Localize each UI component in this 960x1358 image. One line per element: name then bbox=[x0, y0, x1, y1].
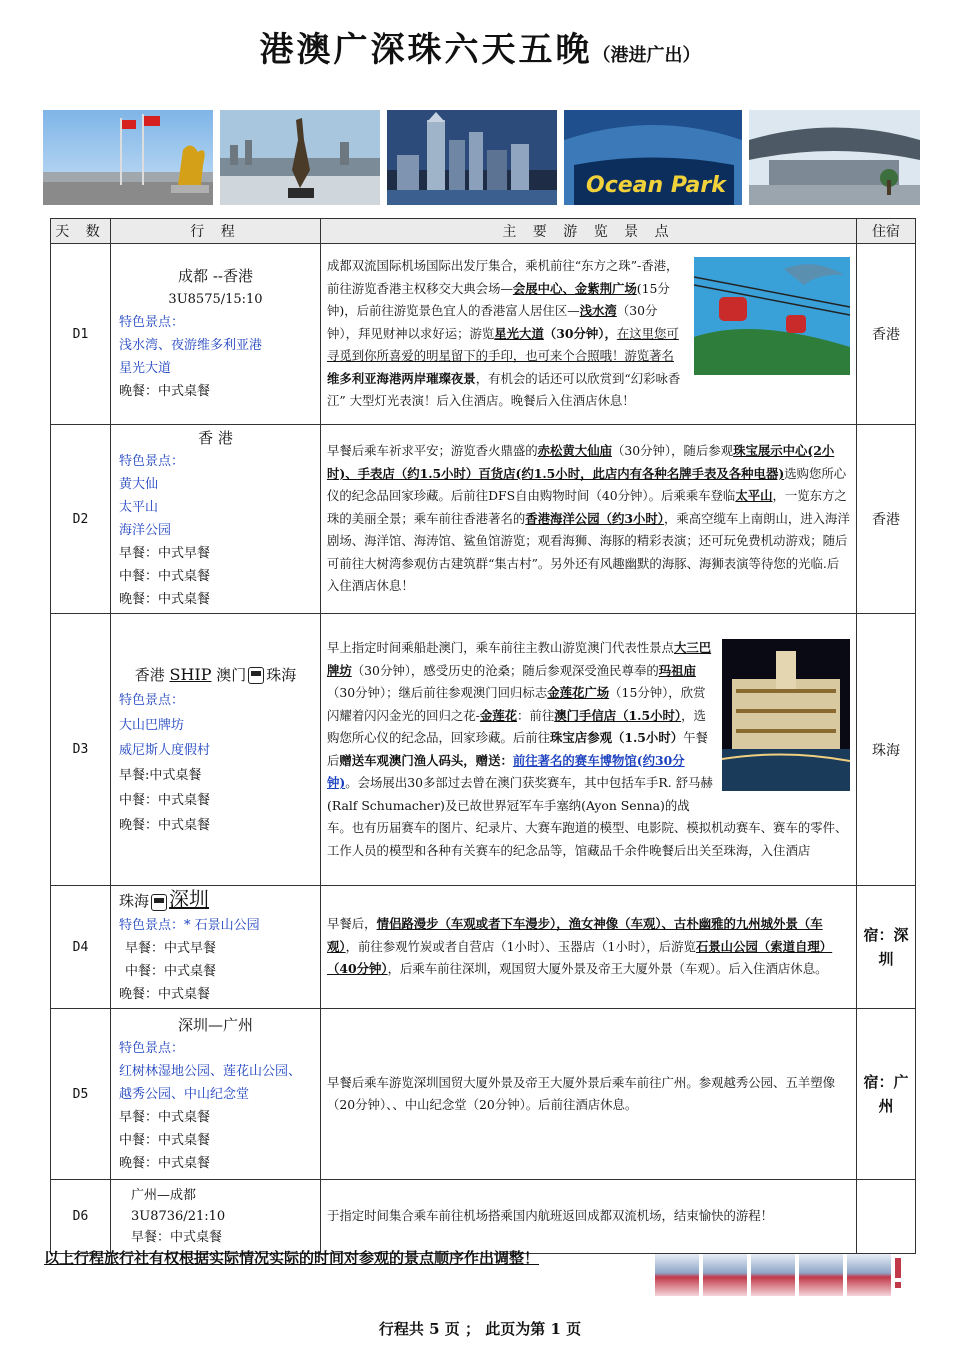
page-title-block bbox=[0, 22, 960, 71]
photo-strip bbox=[43, 110, 920, 205]
stay-cell: 宿：深圳 bbox=[857, 886, 916, 1009]
page-subtitle: （港进广出） bbox=[592, 45, 701, 66]
route: 广州—成都 bbox=[131, 1188, 197, 1203]
day-cell: D6 bbox=[51, 1180, 111, 1254]
stay-cell: 宿：广州 bbox=[857, 1009, 916, 1180]
meal: 晚餐：中式桌餐 bbox=[119, 1155, 211, 1171]
ship-label: SHIP bbox=[169, 664, 212, 684]
day-cell: D4 bbox=[51, 886, 111, 1009]
meal: 中餐：中式桌餐 bbox=[119, 569, 211, 584]
day-cell: D1 bbox=[51, 244, 111, 425]
route: 香 港 bbox=[198, 429, 233, 447]
table-row-d3 bbox=[51, 614, 916, 886]
feature-item: 大山巴牌坊 bbox=[119, 717, 185, 733]
stay-cell bbox=[857, 1180, 916, 1254]
meal: 早餐：中式早餐 bbox=[119, 546, 211, 561]
meal: 晚餐：中式桌餐 bbox=[119, 592, 211, 607]
table-row-d6 bbox=[51, 1180, 916, 1254]
meal: 早餐：中式桌餐 bbox=[119, 1109, 211, 1125]
adjustment-note: 以上行程旅行社有权根据实际情况实际的时间对参观的景点顺序作出调整！ bbox=[44, 1249, 540, 1267]
page-title: 港澳广深珠六天五晚 bbox=[259, 30, 593, 70]
flight: 3U8736/21:10 bbox=[131, 1209, 226, 1224]
stay-cell: 珠海 bbox=[857, 614, 916, 886]
header-day: 天 数 bbox=[51, 219, 111, 244]
sights-cell: 早餐后乘车祈求平安；游览香火鼎盛的赤松黄大仙庙（30分钟），随后参观珠宝展示中心(2小时)、手表店（约1.5小时）百货店(约1.5小时，此店内有各种名牌手表及各种电器)选购您所心仪的纪念品回家珍藏。后前往DFS自由购物时间（40分钟）。后乘乘车登临太平山，一览东方之珠的美丽全景；乘车前往香港著名的香港海洋公园（约3小时），乘高空缆车上南朗山，进入海洋剧场、海洋馆、海涛馆、鲨鱼馆游览；观看海狮、海豚的精彩表演；还可玩免费机动游戏；随后可前往大树湾参观仿古建筑群“集古村”。另外还有风趣幽默的海豚、海狮表演等待您的光临.后入住酒店休息！ bbox=[321, 425, 857, 614]
venetian-macao-photo bbox=[722, 639, 850, 799]
peak-tower-photo bbox=[749, 110, 920, 205]
ocean-park-logo: Ocean Park bbox=[586, 173, 726, 198]
trip-cell bbox=[111, 1180, 321, 1254]
feature-item: 浅水湾、夜游维多利亚港 bbox=[119, 338, 263, 353]
meal: 早餐：中式早餐 bbox=[125, 941, 217, 956]
table-row-d4 bbox=[51, 886, 916, 1009]
header-sights: 主 要 游 览 景 点 bbox=[321, 219, 857, 244]
feature-item: 太平山 bbox=[119, 500, 159, 515]
sights-cell: 成都双流国际机场国际出发厅集合，乘机前往“东方之珠”-香港，前往游览香港主权移交大典会场—会展中心、金紫荆广场(15分钟)，后前往游览景色宜人的香港富人居住区—浅水湾（30分钟），拜见财神以求好运；游览星光大道（30分钟），在这里您可寻觅到你所喜爱的明星留下的手印，也可来个合照哦！游览著名维多利亚海港两岸璀璨夜景，有机会的话还可以欣赏到“幻彩咏香江” 大型灯光表演！后入住酒店。晚餐后入住酒店休息！ bbox=[321, 244, 857, 425]
trip-cell bbox=[111, 614, 321, 886]
feature-label: 特色景点： bbox=[119, 315, 185, 330]
meal: 中餐：中式桌餐 bbox=[119, 792, 211, 808]
bus-icon bbox=[151, 894, 167, 911]
feature-item: 黄大仙 bbox=[119, 477, 159, 492]
table-row-d2 bbox=[51, 425, 916, 614]
meal: 中餐：中式桌餐 bbox=[125, 964, 217, 979]
trip-cell bbox=[111, 244, 321, 425]
feature-item: 星光大道 bbox=[119, 361, 172, 376]
day-cell: D5 bbox=[51, 1009, 111, 1180]
route: 深圳—广州 bbox=[177, 1015, 253, 1034]
day-cell: D3 bbox=[51, 614, 111, 886]
feature-label: 特色景点： bbox=[119, 1040, 185, 1056]
feature-label: 特色景点：* 石景山公园 bbox=[119, 918, 260, 933]
trip-cell bbox=[111, 1009, 321, 1180]
table-header-row bbox=[51, 219, 916, 244]
header-stay: 住宿 bbox=[857, 219, 916, 244]
feature-label: 特色景点： bbox=[119, 454, 185, 469]
itinerary-table bbox=[50, 218, 916, 1254]
day-cell: D2 bbox=[51, 425, 111, 614]
route: 珠海 深圳 bbox=[119, 887, 210, 911]
avenue-of-stars-statue-photo bbox=[220, 110, 380, 205]
sights-cell: 于指定时间集合乘车前往机场搭乘国内航班返回成都双流机场，结束愉快的游程！ bbox=[321, 1180, 857, 1254]
feature-item: 越秀公园、中山纪念堂 bbox=[119, 1086, 250, 1102]
stay-cell: 香港 bbox=[857, 244, 916, 425]
trip-cell bbox=[111, 886, 321, 1009]
route: 成都 --香港 bbox=[178, 267, 253, 285]
cable-car-photo bbox=[694, 257, 850, 383]
flight: 3U8575/15:10 bbox=[168, 292, 263, 307]
table-row-d5 bbox=[51, 1009, 916, 1180]
meal: 早餐:中式桌餐 bbox=[119, 767, 202, 783]
feature-item: 海洋公园 bbox=[119, 523, 172, 538]
bauhinia-square-photo bbox=[43, 110, 213, 205]
sights-cell: 早餐后乘车游览深圳国贸大厦外景及帝王大厦外景后乘车前往广州。参观越秀公园、五羊塑像（20分钟）、、中山纪念堂（20分钟）。后前往酒店休息。 bbox=[321, 1009, 857, 1180]
trip-cell bbox=[111, 425, 321, 614]
meal: 晚餐：中式桌餐 bbox=[119, 987, 211, 1002]
sights-cell: 早餐后，情侣路漫步（车观或者下车漫步），渔女神像（车观）、古朴幽雅的九州城外景（车观），前往参观竹炭或者自营店（1小时）、玉器店（1小时），后游览石景山公园（索道自理）（40分钟），后乘车前往深圳，观国贸大厦外景及帝王大厦外景（车观）。后入住酒店休息。 bbox=[321, 886, 857, 1009]
stay-cell: 香港 bbox=[857, 425, 916, 614]
meal: 晚餐：中式桌餐 bbox=[119, 817, 211, 833]
meal: 早餐：中式桌餐 bbox=[131, 1230, 223, 1245]
bus-icon bbox=[248, 667, 264, 684]
feature-item: 红树林湿地公园、莲花山公园、 bbox=[119, 1063, 302, 1079]
table-row-d1 bbox=[51, 244, 916, 425]
feature-label: 特色景点： bbox=[119, 692, 185, 708]
route: 香港 SHIP 澳门 珠海 bbox=[134, 664, 297, 684]
header-trip: 行 程 bbox=[111, 219, 321, 244]
decorative-banner-graphic bbox=[655, 1250, 905, 1306]
page-indicator: 行程共 5 页 ； 此页为第 1 页 bbox=[378, 1320, 582, 1338]
sights-cell: 早上指定时间乘船赴澳门，乘车前往主教山游览澳门代表性景点大三巴牌坊（30分钟），感受历史的沧桑；随后参观深受渔民尊奉的玛祖庙（30分钟）；继后前往参观澳门回归标志金莲花广场（15分钟），欣赏闪耀着闪闪金光的回归之花-金莲花：前往澳门手信店（1.5小时），选购您所心仪的纪念品，回家珍藏。后前往珠宝店参观（1.5小时）午餐后赠送车观澳门渔人码头，赠送：前往著名的赛车博物馆(约30分钟)。会场展出30多部过去曾在澳门获奖赛车，其中包括车手R. 舒马赫(Ralf Schumacher)及已故世界冠军车手塞纳(Ayon Senna)的战车。也有历届赛车的图片、纪录片、大赛车跑道的模型、电影院、模拟机动赛车、赛车的零件、工作人员的模型和各种有关赛车的纪念品等，馆藏品千余件晚餐后出关至珠海，入住酒店 bbox=[321, 614, 857, 886]
meal: 晚餐：中式桌餐 bbox=[119, 384, 211, 399]
hong-kong-skyline-photo bbox=[387, 110, 557, 205]
meal: 中餐：中式桌餐 bbox=[119, 1132, 211, 1148]
ocean-park-photo bbox=[564, 110, 742, 205]
feature-item: 威尼斯人度假村 bbox=[119, 742, 211, 758]
